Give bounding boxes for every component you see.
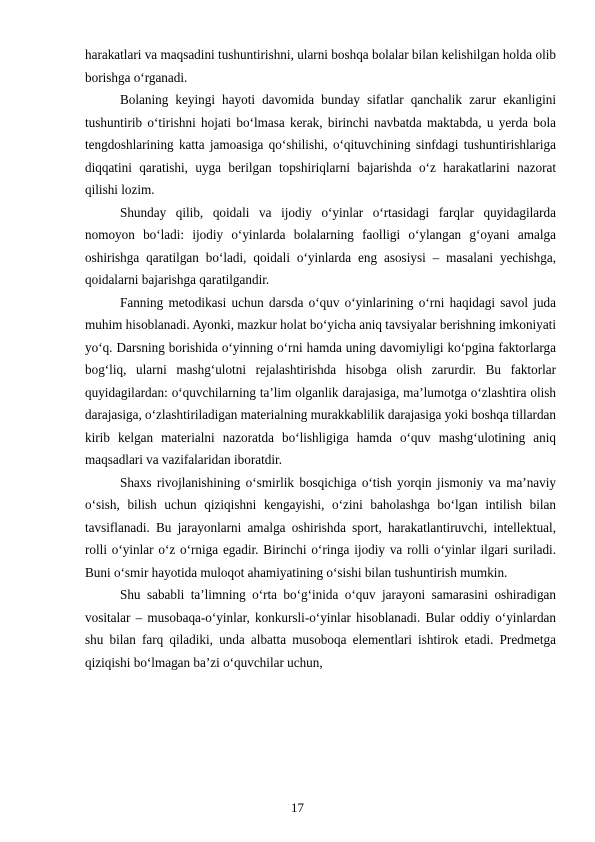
paragraph-continuation: harakatlari va maqsadini tushuntirishni, ularni boshqa bolalar bilan kelishilgan holda olib borishga o‘rganadi. <box>85 47 556 85</box>
paragraph: Shaxs rivojlanishining o‘smirlik bosqichiga o‘tish yorqin jismoniy va ma’naviy o‘sish, bilish uchun qiziqishni kengayishi, o‘zini baholashga bo‘lgan intilish bilan tavsiflanadi. Bu jarayonlarni amalga oshirishda sport, harakatlantiruvchi, intellektual, rolli o‘yinlar o‘z o‘rniga egadir. Birinchi o‘ringa ijodiy va rolli o‘yinlar ilgari suriladi. Buni o‘smir hayotida muloqot ahamiyatining o‘sishi bilan tushuntirish mumkin. <box>85 474 556 580</box>
document-body <box>85 44 556 674</box>
paragraph: Fanning metodikasi uchun darsda o‘quv o‘yinlarining o‘rni haqidagi savol juda muhim hisoblanadi. Ayonki, mazkur holat bo‘yicha aniq tavsiyalar berishning imkoniyati yo‘q. Darsning borishida o‘yinning o‘rni hamda uning davomiyligi ko‘pgina faktorlarga bog‘liq, ularni mashg‘ulotni rejalashtirishda hisobga olish zarurdir. Bu faktorlar quyidagilardan: o‘quvchilarning ta’lim olganlik darajasiga, ma’lumotga o‘zlashtira olish darajasiga, o‘zlashtiriladigan materialning murakkablilik darajasiga yoki boshqa tillardan kirib kelgan materialni nazoratda bo‘lishligiga hamda o‘quv mashg‘ulotining aniq maqsadlari va vazifalaridan iboratdir. <box>85 294 556 467</box>
paragraph: Bolaning keyingi hayoti davomida bunday sifatlar qanchalik zarur ekanligini tushuntirib o‘tirishni hojati bo‘lmasa kerak, birinchi navbatda maktabda, u yerda bola tengdoshlarining katta jamoasiga qo‘shilishi, o‘qituvchining sinfdagi tushuntirishlariga diqqatini qaratishi, uyga berilgan topshiriqlarni bajarishda o‘z harakatlarini nazorat qilishi lozim. <box>85 92 556 197</box>
paragraph: Shu sababli ta’limning o‘rta bo‘g‘inida o‘quv jarayoni samarasini oshiradigan vositalar – musobaqa-o‘yinlar, konkursli-o‘yinlar hisoblanadi. Bular oddiy o‘yinlardan shu bilan farq qiladiki, unda albatta musoboqa elementlari ishtirok etadi. Predmetga qiziqishi bo‘lmagan ba’zi o‘quvchilar uchun, <box>85 587 556 670</box>
page-number: 17 <box>291 800 304 815</box>
paragraph: Shunday qilib, qoidali va ijodiy o‘yinlar o‘rtasidagi farqlar quyidagilarda nomoyon bo‘ladi: ijodiy o‘yinlarda bolalarning faolligi o‘ylangan g‘oyani amalga oshirishga qaratilgan bo‘ladi, qoidali o‘yinlarda eng asosiysi – masalani yechishga, qoidalarni bajarishga qaratilgandir. <box>85 204 556 287</box>
